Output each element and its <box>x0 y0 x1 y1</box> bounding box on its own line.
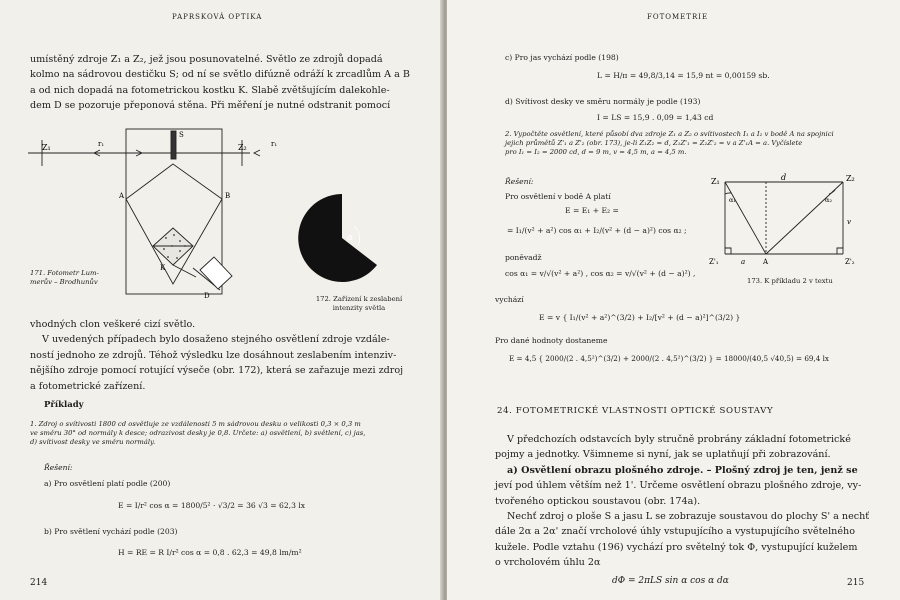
running-header: PAPRSKOVÁ OPTIKA <box>172 13 263 21</box>
label-z1: Z₁ <box>711 177 720 186</box>
equation-d: I = LS = 15,9 . 0,09 = 1,43 cd <box>597 113 714 122</box>
ray-1 <box>725 182 766 254</box>
figure-172-sector-disc <box>292 188 392 288</box>
text-line: V uvedených případech bylo dosaženo stejného osvětlení zdroje vzdále- <box>42 334 390 346</box>
text-line: jeví pod úhlem větším než 1'. Určeme osvětlení obrazu plošného zdroje, vy- <box>495 480 862 492</box>
label-z2: Z₂ <box>238 143 247 152</box>
telescope <box>200 257 232 289</box>
text-line: a) Osvětlení obrazu plošného zdroje. – Plošný zdroj je ten, jenž se <box>507 464 858 476</box>
text-line: nějšího zdroje pomocí rotující výseče (obr. 172), která se zařazuje mezi zdroj <box>30 365 404 377</box>
running-header: FOTOMETRIE <box>647 13 709 21</box>
equation-numeric: E = 4,5 { 2000/(2 . 4,5²)^(3/2) + 2000/(2 . 4,5²)^(3/2) } = 18000/(40,5 √40,5) = 69,4 lx <box>509 354 829 363</box>
result-text: vychází <box>495 295 524 304</box>
label-v: v <box>847 218 851 226</box>
intro-paragraph <box>30 52 430 114</box>
part-a-text: a) Pro osvětlení platí podle (200) <box>44 479 171 488</box>
label-z1: Z₁ <box>42 143 51 152</box>
figure-172-caption: 172. Zařízení k zeslabení intenzity světla <box>315 295 403 312</box>
left-page <box>0 0 443 600</box>
text-line: Nechť zdroj o ploše S a jasu L se zobrazuje soustavou do plochy S' a nechť <box>507 511 870 523</box>
equation-b: H = RE = R I/r² cos α = 0,8 . 62,3 = 49,8 lm/m² <box>118 548 302 557</box>
label-z1p: Z'₁ <box>709 258 719 266</box>
equation-flux: dΦ = 2πLS sin α cos α dα <box>612 576 729 586</box>
label-r1b: r₁ <box>271 140 278 148</box>
solution-label: Řešení: <box>44 463 73 472</box>
right-page <box>447 0 900 600</box>
text-line: o vrcholovém úhlu 2α <box>495 557 601 569</box>
solution-label: Řešení: <box>505 177 534 186</box>
rotating-sector <box>298 194 377 282</box>
equation-sum: E = E₁ + E₂ = <box>565 206 619 215</box>
equation-c: L = H/π = 49,8/3,14 = 15,9 nt = 0,00159 sb. <box>597 71 770 80</box>
label-d: d <box>781 173 787 182</box>
text-line: vhodných clon veškeré cizí světlo. <box>30 319 196 330</box>
label-alpha2: α₂ <box>825 196 832 204</box>
label-r1a: r₁ <box>98 140 105 148</box>
angle-label: α <box>347 233 354 243</box>
since-text: poněvadž <box>505 253 542 262</box>
equation-expand: = I₁/(v² + a²) cos α₁ + I₂/(v² + (d − a)²) cos α₂ ; <box>507 226 687 235</box>
part-c-text: c) Pro jas vychází podle (198) <box>505 53 619 62</box>
text-point-a: Pro osvětlení v bodě A platí <box>505 192 611 201</box>
text-line: dem D se pozoruje přeponová stěna. Při měření je nutné odstranit pomocí <box>30 100 391 112</box>
label-z2: Z₂ <box>846 174 855 183</box>
text-line: V předchozích odstavcích byly stručně probrány základní fotometrické <box>507 434 851 445</box>
text-line: a od nich dopadá na fotometrickou kostku K. Slabě zvětšujícím dalekohle- <box>30 84 390 96</box>
section-paragraph <box>495 432 895 571</box>
plaster-plate <box>171 131 176 159</box>
after-figure-paragraph <box>30 317 430 394</box>
label-d: D <box>204 292 210 300</box>
text-line: pojmy a jednotky. Všimneme si nyní, jak se uplatňují při zobrazování. <box>495 449 831 461</box>
part-b-text: b) Pro světlení vychází podle (203) <box>44 527 178 536</box>
section-heading: 24. FOTOMETRICKÉ VLASTNOSTI OPTICKÉ SOUSTAVY <box>497 406 774 416</box>
label-k: K <box>160 264 166 272</box>
label-a: A <box>119 192 125 200</box>
part-d-text: d) Svítivost desky ve směru normály je podle (193) <box>505 97 701 106</box>
label-b: B <box>225 192 231 200</box>
label-a-segment: a <box>741 258 746 266</box>
figure-173-caption: 173. K příkladu 2 v textu <box>747 277 833 285</box>
label-z2p: Z'₂ <box>845 258 855 266</box>
text-line: a fotometrické zařízení. <box>30 380 146 392</box>
text-line: tvořeného optickou soustavou (obr. 174a). <box>495 495 701 507</box>
label-alpha1: α₁ <box>729 196 736 204</box>
page-number: 215 <box>847 578 865 588</box>
text-line: ností jednoho ze zdrojů. Téhož výsledku lze dosáhnout zeslabením intenziv- <box>30 349 397 361</box>
given-text: Pro dané hodnoty dostaneme <box>495 336 608 345</box>
equation-cos: cos α₁ = v/√(v² + a²) , cos α₂ = v/√(v² + (d − a)²) , <box>505 269 696 278</box>
text-line: dále 2α a 2α' značí vrcholové úhly vstupujícího a vystupujícího světelného <box>495 526 855 538</box>
problem-2: 2. Vypočtěte osvětlení, které působí dva zdroje Z₁ a Z₂ o svítivostech I₁ a I₂ v bodě A na spojnici jejich průmětů Z'₁ a Z'₂ (obr. 173), je-li Z₁Z₂ = d, Z₁Z'₁ = Z₂Z'₂ = v a Z'₁A = a. Vyčíslete pro I₁ = I₂ = 2000 cd, d = 9 m, v = 4,5 m, a = 4,5 m. <box>505 130 834 156</box>
page-number: 214 <box>30 578 48 588</box>
text-line: kuželе. Podle vztahu (196) vychází pro světelný tok Φ, vystupující kuželem <box>495 541 858 553</box>
label-s: S <box>179 131 184 139</box>
figure-173-geometry <box>709 172 864 272</box>
equation-a: E = I/r² cos α = 1800/5² · √3/2 = 36 √3 = 62,3 lx <box>118 501 306 510</box>
examples-heading: Příklady <box>44 400 84 410</box>
label-a-point: A <box>763 258 769 266</box>
problem-1: 1. Zdroj o svítivosti 1800 cd osvětluje ze vzdálenosti 5 m sádrovou desku o velikosti 0,3 × 0,3 m ve směru 30° od normály k desce; odrazivost desky je 0,8. Určete: a) osvětlení, b) světlení, c) jas, d) svítivost desky ve směru normály. <box>30 420 366 446</box>
text-line: umístěný zdroje Z₁ a Z₂, jež jsou posunovatelné. Světlo ze zdrojů dopadá <box>30 54 383 65</box>
equation-result: E = v { I₁/(v² + a²)^(3/2) + I₂/[v² + (d − a)²]^(3/2) } <box>539 313 741 322</box>
text-line: kolmo na sádrovou destičku S; od ní se světlo difúzně odráží k zrcadlům A a B <box>30 69 410 81</box>
figure-171-caption: 171. Fotometr Lum- merův – Brodhunův <box>30 269 99 286</box>
